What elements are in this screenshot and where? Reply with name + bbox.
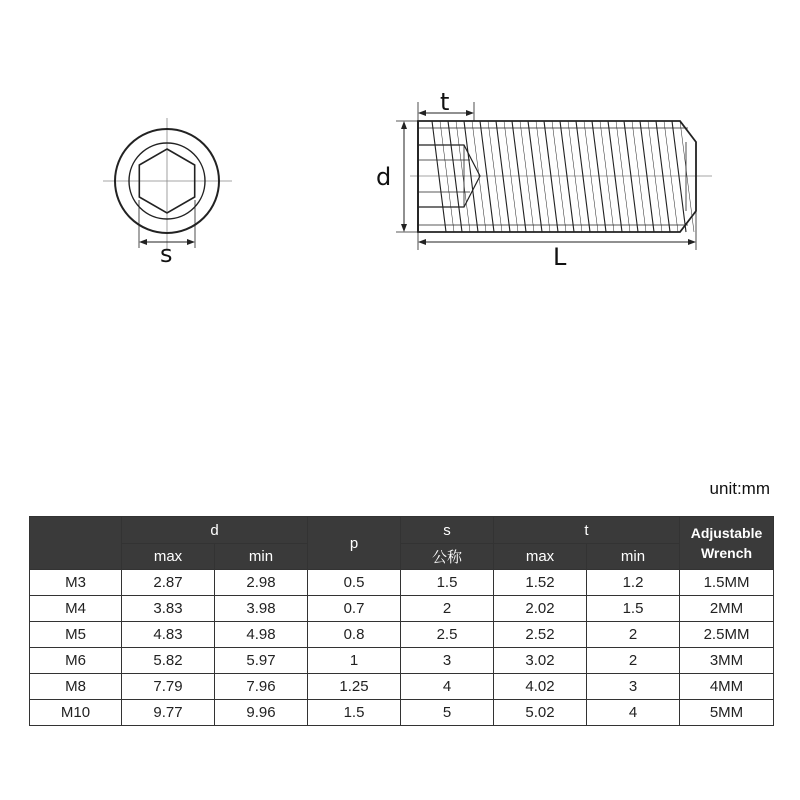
cell-p: 0.8 [308,622,401,648]
thread-line-root [584,121,598,232]
cell-wrench: 3MM [680,648,774,674]
thread-line [608,121,622,232]
thread-lines [432,121,694,232]
cell-d-min: 3.98 [215,596,308,622]
table-row [30,648,774,674]
cell-d-min: 9.96 [215,700,308,726]
cell-size: M10 [30,700,122,726]
cell-t-min: 2 [587,622,680,648]
cell-s: 2 [401,596,494,622]
header-t-min: min [587,544,680,570]
header-d: d [122,517,308,544]
cell-s: 1.5 [401,570,494,596]
cell-wrench: 1.5MM [680,570,774,596]
cell-t-min: 1.5 [587,596,680,622]
thread-line-root [568,121,582,232]
cell-p: 1.5 [308,700,401,726]
spec-table [29,516,774,726]
thread-line [656,121,670,232]
header-t-max: max [494,544,587,570]
thread-line [640,121,654,232]
header-t: t [494,517,680,544]
screw-drawing [0,0,800,300]
table-row [30,700,774,726]
cell-size: M5 [30,622,122,648]
thread-line [560,121,574,232]
unit-label: unit:mm [709,479,770,498]
end-view [103,118,232,250]
cell-s: 5 [401,700,494,726]
header-wrench [680,517,774,570]
thread-line-root [616,121,630,232]
thread-line-root [488,121,502,232]
thread-line [592,121,606,232]
cell-s: 2.5 [401,622,494,648]
thread-line-root [440,121,454,232]
thread-line [528,121,542,232]
t-label: t [440,88,450,116]
cell-d-max: 9.77 [122,700,215,726]
thread-line [432,121,446,232]
cell-wrench: 2MM [680,596,774,622]
d-arrow-bottom [401,224,407,232]
cell-d-max: 2.87 [122,570,215,596]
cell-d-max: 4.83 [122,622,215,648]
thread-line [672,121,686,232]
thread-line-root [520,121,534,232]
header-d-max: max [122,544,215,570]
cell-s: 3 [401,648,494,674]
cell-d-min: 2.98 [215,570,308,596]
d-arrow-top [401,121,407,129]
cell-size: M6 [30,648,122,674]
thread-line [464,121,478,232]
s-arrow-left [139,239,147,245]
cell-t-max: 2.52 [494,622,587,648]
L-label: L [553,243,567,271]
table-row [30,596,774,622]
header-d-min: min [215,544,308,570]
d-label: d [376,163,392,191]
thread-line [512,121,526,232]
cell-p: 1 [308,648,401,674]
header-p: p [308,517,401,570]
L-arrow-left [418,239,426,245]
cell-size: M8 [30,674,122,700]
thread-line-root [456,121,470,232]
s-arrow-right [187,239,195,245]
thread-line-root [664,121,678,232]
header-s-nominal: 公称 [401,544,494,570]
cell-size: M4 [30,596,122,622]
cell-wrench: 2.5MM [680,622,774,648]
cell-t-min: 2 [587,648,680,674]
header-s: s [401,517,494,544]
thread-line [624,121,638,232]
cell-p: 0.5 [308,570,401,596]
cell-s: 4 [401,674,494,700]
spec-table-body [30,570,774,726]
s-label: s [160,240,173,268]
cell-wrench: 4MM [680,674,774,700]
thread-line-root [504,121,518,232]
spec-table-header [30,517,774,570]
thread-line-root [536,121,550,232]
L-arrow-right [688,239,696,245]
thread-line [496,121,510,232]
cell-d-max: 7.79 [122,674,215,700]
cell-t-min: 4 [587,700,680,726]
cell-d-max: 5.82 [122,648,215,674]
cell-d-min: 7.96 [215,674,308,700]
thread-line [544,121,558,232]
thread-line [480,121,494,232]
header-wrench-line1: Adjustable [690,525,763,541]
cell-t-min: 1.2 [587,570,680,596]
cell-size: M3 [30,570,122,596]
cell-t-min: 3 [587,674,680,700]
thread-line-root [648,121,662,232]
thread-line [576,121,590,232]
t-arrow-left [418,110,426,116]
cell-wrench: 5MM [680,700,774,726]
cell-d-min: 5.97 [215,648,308,674]
screw-drawing-svg [0,0,800,300]
cell-t-max: 4.02 [494,674,587,700]
table-row [30,622,774,648]
thread-line-root [600,121,614,232]
cell-t-max: 3.02 [494,648,587,674]
cell-d-min: 4.98 [215,622,308,648]
cell-d-max: 3.83 [122,596,215,622]
cell-t-max: 2.02 [494,596,587,622]
cell-p: 0.7 [308,596,401,622]
cell-t-max: 5.02 [494,700,587,726]
header-wrench-line2: Wrench [700,545,753,561]
thread-line-root [552,121,566,232]
table-row [30,674,774,700]
thread-line [448,121,462,232]
thread-line-root [632,121,646,232]
side-view [396,102,712,250]
table-row [30,570,774,596]
thread-line-root [472,121,486,232]
header-size [30,517,122,570]
cell-t-max: 1.52 [494,570,587,596]
cell-p: 1.25 [308,674,401,700]
t-arrow-right [466,110,474,116]
